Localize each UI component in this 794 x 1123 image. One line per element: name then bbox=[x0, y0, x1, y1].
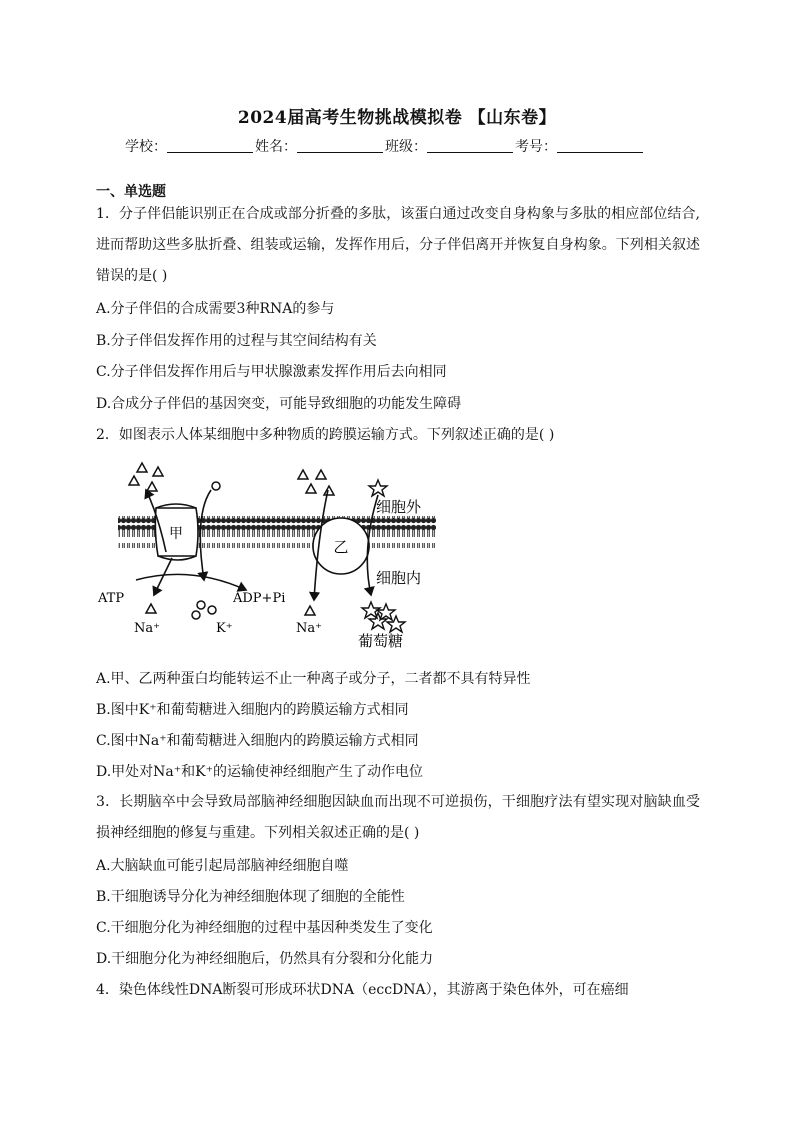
question-1-option-b: B.分子伴侣发挥作用的过程与其空间结构有关 bbox=[96, 333, 377, 349]
adp-label: ADP+Pi bbox=[233, 591, 286, 606]
protein-yi-label: 乙 bbox=[333, 538, 349, 556]
exam-title: 2024届高考生物挑战模拟卷 【山东卷】 bbox=[237, 108, 557, 128]
question-2-option-c: C.图中Na⁺和葡萄糖进入细胞内的跨膜运输方式相同 bbox=[96, 733, 419, 749]
membrane-diagram-svg bbox=[96, 460, 436, 655]
question-1-option-d: D.合成分子伴侣的基因突变，可能导致细胞的功能发生障碍 bbox=[96, 396, 462, 412]
protein-jia-label: 甲 bbox=[169, 526, 183, 542]
question-3-option-a: A.大脑缺血可能引起局部脑神经细胞自噬 bbox=[96, 858, 349, 874]
student-info-line bbox=[125, 136, 645, 156]
na-outside-triangles bbox=[129, 463, 163, 491]
question-1-stem: 1．分子伴侣能识别正在合成或部分折叠的多肽，该蛋白通过改变自身构象与多肽的相应部位结合,进而帮助这些多肽折叠、组装或运输，发挥作用后，分子伴侣离开并恢复自身构象。下列相关叙述错误的是( ) bbox=[96, 206, 700, 284]
na-inside-triangle-a bbox=[146, 604, 156, 613]
question-1-option-c: C.分子伴侣发挥作用后与甲状腺激素发挥作用后去向相同 bbox=[96, 364, 447, 380]
na-label-a: Na⁺ bbox=[134, 621, 160, 636]
question-2-option-a: A.甲、乙两种蛋白均能转运不止一种离子或分子，二者都不具有特异性 bbox=[96, 671, 531, 687]
question-3-option-d: D.干细胞分化为神经细胞后，仍然具有分裂和分化能力 bbox=[96, 951, 434, 967]
k-label: K⁺ bbox=[216, 621, 233, 636]
na-outside-triangles-b bbox=[298, 470, 334, 495]
question-3-option-c: C.干细胞分化为神经细胞的过程中基因种类发生了变化 bbox=[96, 920, 433, 936]
membrane-transport-diagram bbox=[96, 460, 436, 659]
name-label: 姓名： bbox=[255, 139, 297, 155]
exam-no-label: 考号： bbox=[515, 139, 557, 155]
atp-label: ATP bbox=[98, 591, 125, 606]
school-label: 学校： bbox=[125, 139, 167, 155]
class-label: 班级： bbox=[385, 139, 427, 155]
question-4-stem: 4．染色体线性DNA断裂可形成环状DNA（eccDNA），其游离于染色体外，可在癌细 bbox=[96, 982, 629, 998]
exam-no-blank[interactable] bbox=[557, 138, 643, 153]
atp-arrow bbox=[136, 574, 246, 590]
na-inside-triangle-b bbox=[305, 606, 315, 615]
question-2-option-b: B.图中K⁺和葡萄糖进入细胞内的跨膜运输方式相同 bbox=[96, 702, 409, 718]
na-label-b: Na⁺ bbox=[296, 621, 322, 636]
k-outside-circle bbox=[212, 482, 220, 490]
glucose-outside-star bbox=[369, 480, 387, 496]
class-blank[interactable] bbox=[427, 138, 513, 153]
question-2-option-d: D.甲处对Na⁺和K⁺的运输使神经细胞产生了动作电位 bbox=[96, 764, 424, 780]
inside-label: 细胞内 bbox=[376, 569, 422, 587]
glucose-inside-stars bbox=[362, 602, 405, 632]
section-title: 一、单选题 bbox=[96, 184, 166, 200]
question-3-stem: 3．长期脑卒中会导致局部脑神经细胞因缺血而出现不可逆损伤，干细胞疗法有望实现对脑缺血受损神经细胞的修复与重建。下列相关叙述正确的是( ) bbox=[96, 794, 700, 841]
k-inside-circles bbox=[192, 601, 216, 619]
question-3-option-b: B.干细胞诱导分化为神经细胞体现了细胞的全能性 bbox=[96, 889, 405, 905]
question-1-option-a: A.分子伴侣的合成需要3种RNA的参与 bbox=[96, 301, 335, 317]
question-2-stem: 2．如图表示人体某细胞中多种物质的跨膜运输方式。下列叙述正确的是( ) bbox=[96, 427, 555, 443]
name-blank[interactable] bbox=[297, 138, 383, 153]
outside-label: 细胞外 bbox=[376, 498, 422, 516]
glucose-label: 葡萄糖 bbox=[358, 632, 404, 650]
school-blank[interactable] bbox=[167, 138, 253, 153]
